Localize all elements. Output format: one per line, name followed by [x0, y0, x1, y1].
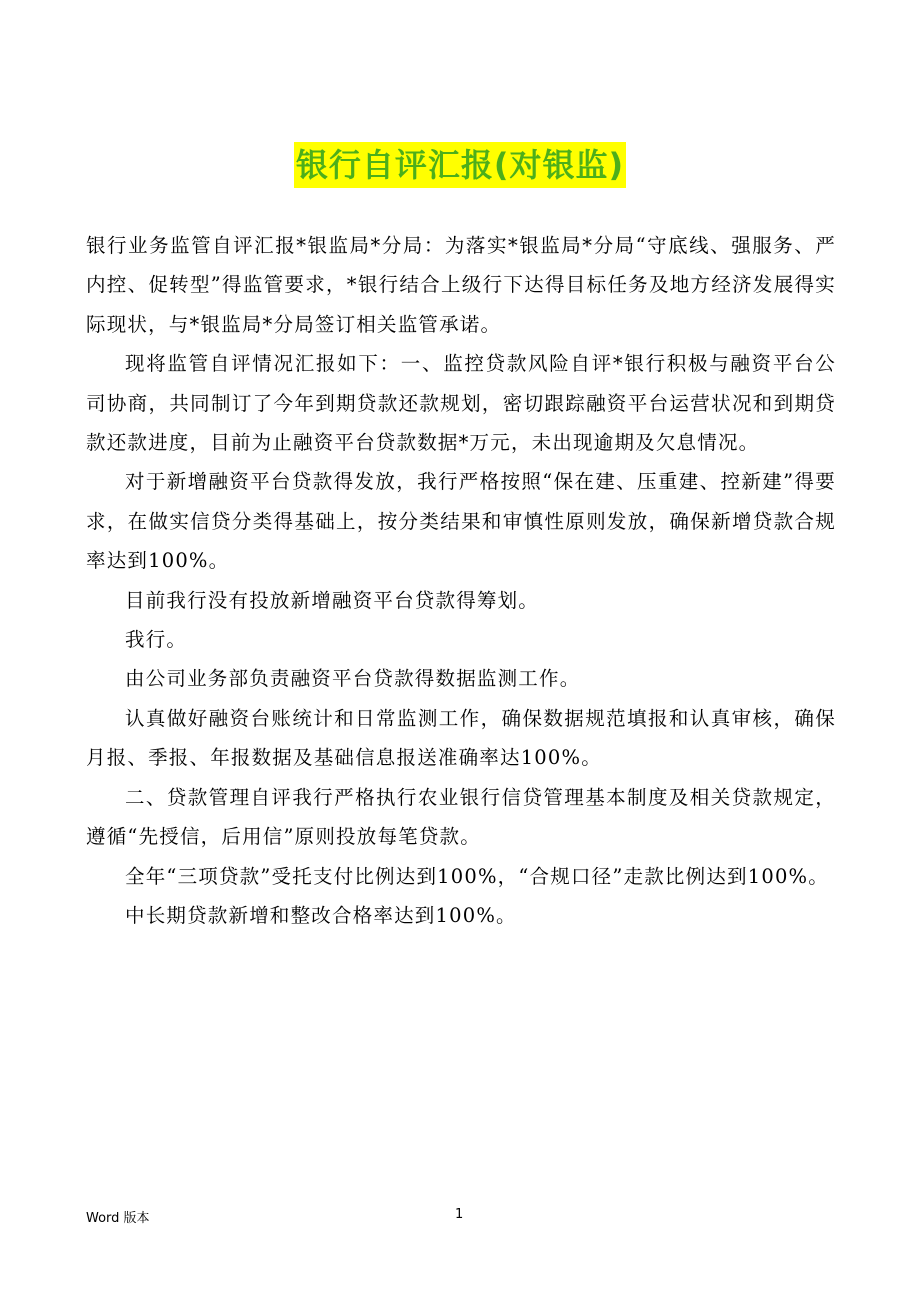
paragraph: 认真做好融资台账统计和日常监测工作，确保数据规范填报和认真审核，确保月报、季报、年报数据及基础信息报送准确率达100%。	[86, 706, 836, 770]
footer-label: Word 版本	[86, 1211, 150, 1226]
document-title: 银行自评汇报(对银监)	[294, 142, 626, 188]
title-container	[0, 142, 920, 188]
paragraph: 由公司业务部负责融资平台贷款得数据监测工作。	[125, 667, 581, 691]
paragraph: 现将监管自评情况汇报如下：一、监控贷款风险自评*银行积极与融资平台公司协商，共同制订了今年到期贷款还款规划，密切跟踪融资平台运营状况和到期贷款还款进度，目前为止融资平台贷款数据*万元，未出现逾期及欠息情况。	[86, 352, 836, 455]
paragraph: 对于新增融资平台贷款得发放，我行严格按照“保在建、压重建、控新建”得要求，在做实信贷分类得基础上，按分类结果和审慎性原则发放，确保新增贷款合规率达到100%。	[86, 470, 836, 573]
paragraph: 银行业务监管自评汇报*银监局*分局：为落实*银监局*分局“守底线、强服务、严内控、促转型”得监管要求，*银行结合上级行下达得目标任务及地方经济发展得实际现状，与*银监局*分局签订相关监管承诺。	[86, 234, 836, 336]
page-number: 1	[455, 1207, 464, 1222]
paragraph: 我行。	[125, 628, 188, 652]
paragraph: 全年“三项贷款”受托支付比例达到100%，“合规口径”走款比例达到100%。	[125, 864, 829, 888]
paragraph: 目前我行没有投放新增融资平台贷款得筹划。	[125, 588, 540, 612]
paragraph: 二、贷款管理自评我行严格执行农业银行信贷管理基本制度及相关贷款规定，遵循“先授信，后用信”原则投放每笔贷款。	[86, 785, 836, 849]
paragraph: 中长期贷款新增和整改合格率达到100%。	[125, 903, 517, 927]
document-body	[86, 226, 836, 935]
